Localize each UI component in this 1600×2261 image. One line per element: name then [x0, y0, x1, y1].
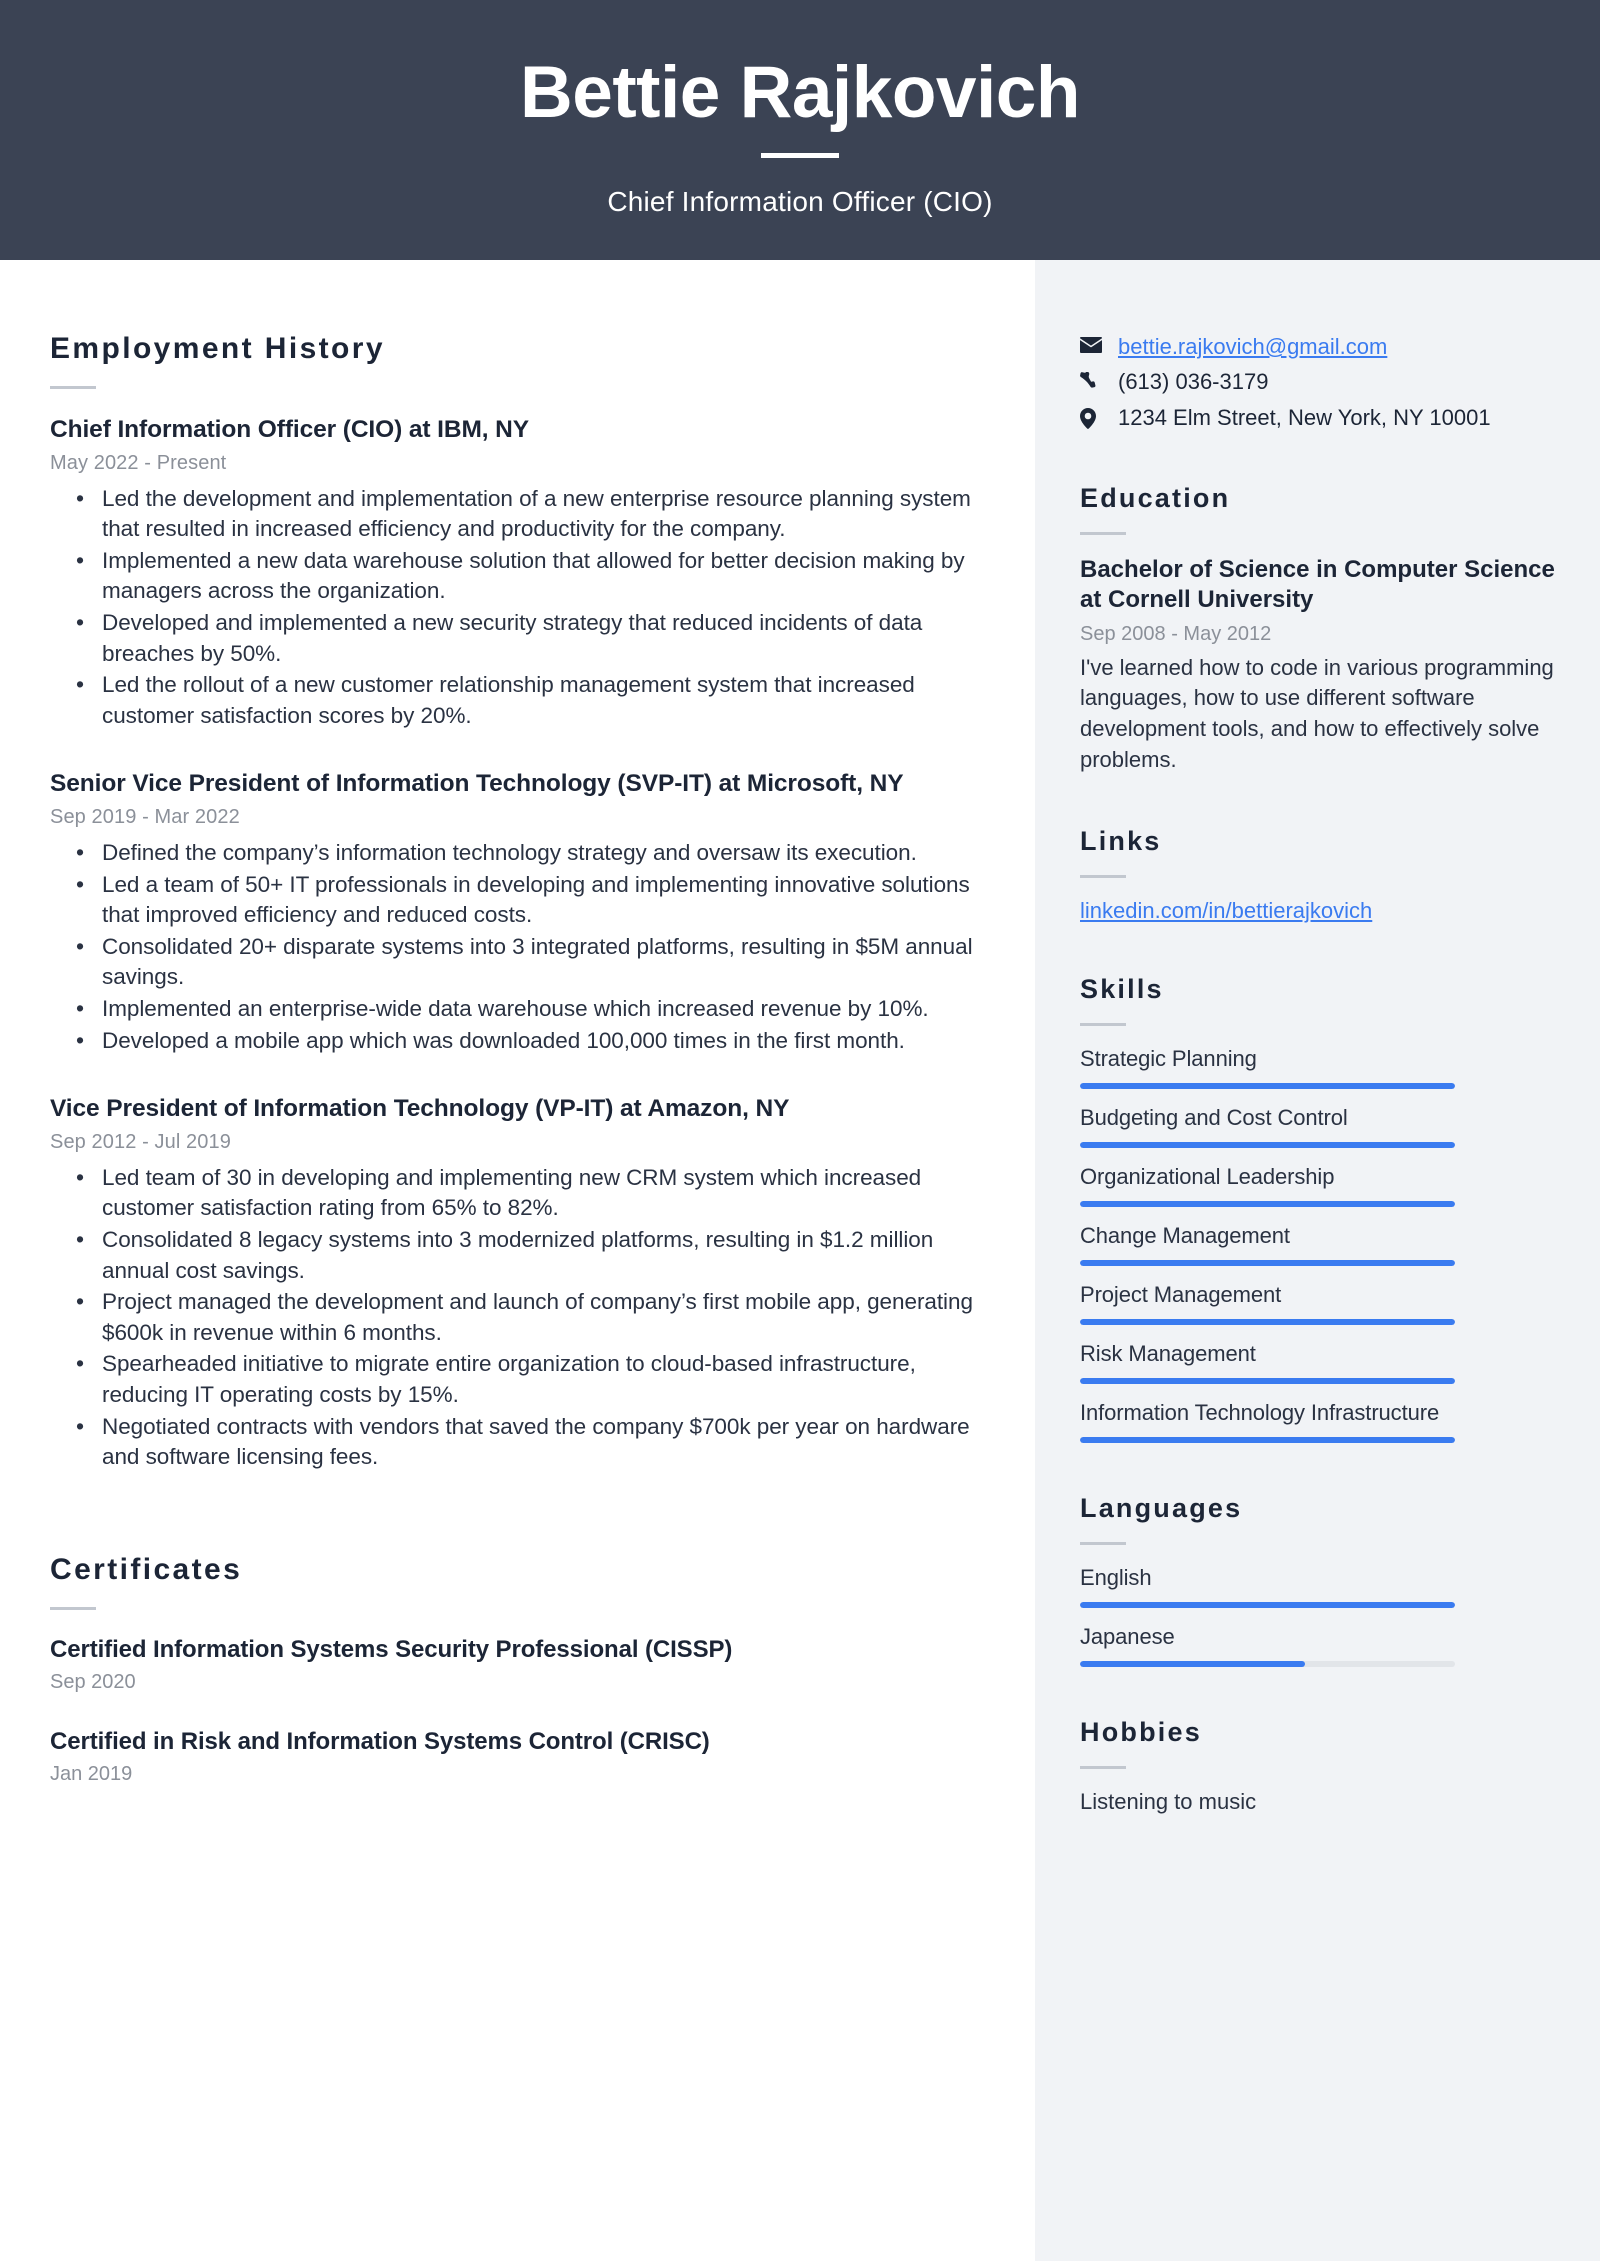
skill-label: Organizational Leadership [1080, 1163, 1335, 1189]
education-degree: Bachelor of Science in Computer Science at Cornell University [1080, 556, 1555, 614]
certificate-entry [50, 1728, 977, 1786]
section-heading-languages: Languages [1080, 1492, 1243, 1523]
job-bullet: • Consolidated 8 legacy systems into 3 modernized platforms, resulting in $1.2 million annual cost savings. [102, 1225, 977, 1286]
skill-bar-track [1080, 1201, 1455, 1207]
contact-email[interactable] [1118, 332, 1560, 362]
contact-email-row [1080, 332, 1560, 362]
job-bullet: • Implemented an enterprise-wide data warehouse which increased revenue by 10%. [102, 994, 977, 1025]
contact-address: 1234 Elm Street, New York, NY 10001 [1118, 404, 1491, 430]
phone-icon [1080, 367, 1110, 392]
section-divider [1080, 1766, 1126, 1769]
location-pin-icon [1080, 403, 1110, 429]
contact-address-row [1080, 403, 1560, 433]
skill-item [1080, 1223, 1560, 1266]
skill-label: Project Management [1080, 1281, 1282, 1307]
job-bullet: • Negotiated contracts with vendors that saved the company $700k per year on hardware and software licensing fees. [102, 1412, 977, 1473]
contact-block [1080, 332, 1560, 433]
skill-label: Budgeting and Cost Control [1080, 1104, 1348, 1130]
job-bullet: • Spearheaded initiative to migrate entire organization to cloud-based infrastructure, reducing IT operating costs by 15%. [102, 1349, 977, 1410]
employment-entry [50, 769, 977, 1056]
certificate-date: Sep 2020 [50, 1670, 136, 1693]
education-description: I've learned how to code in various programming languages, how to use different software development tools, and how to effectively solve problems. [1080, 654, 1554, 772]
spacer [50, 1489, 977, 1553]
skill-bar-fill [1080, 1378, 1455, 1384]
section-heading-employment: Employment History [50, 332, 385, 365]
sidebar-column [1035, 260, 1600, 2261]
skill-bar-fill [1080, 1083, 1455, 1089]
certificate-name: Certified in Risk and Information Systems Control (CRISC) [50, 1727, 710, 1755]
language-bar-track [1080, 1602, 1455, 1608]
skill-bar-track [1080, 1378, 1455, 1384]
skill-bar-fill [1080, 1319, 1455, 1325]
skill-item [1080, 1105, 1560, 1148]
job-title: Senior Vice President of Information Technology (SVP-IT) at Microsoft, NY [50, 770, 904, 798]
certificate-name: Certified Information Systems Security Professional (CISSP) [50, 1635, 733, 1663]
section-certificates [50, 1553, 977, 1786]
skill-label: Change Management [1080, 1222, 1290, 1248]
skill-label: Strategic Planning [1080, 1045, 1257, 1071]
skill-item [1080, 1282, 1560, 1325]
job-date-range: Sep 2012 - Jul 2019 [50, 1130, 231, 1153]
section-divider [50, 1607, 96, 1610]
job-bullet: • Led a team of 50+ IT professionals in developing and implementing innovative solutions that improved efficiency and reduced costs. [102, 870, 977, 931]
employment-entry [50, 415, 977, 731]
certificate-date: Jan 2019 [50, 1762, 133, 1785]
spacer [50, 1072, 977, 1094]
header-job-title: Chief Information Officer (CIO) [607, 186, 993, 217]
job-bullet: • Led team of 30 in developing and implementing new CRM system which increased customer satisfaction rating from 65% to 82%. [102, 1163, 977, 1224]
certificate-entry [50, 1636, 977, 1694]
section-heading-skills: Skills [1080, 973, 1164, 1004]
language-item [1080, 1565, 1560, 1608]
job-date-range: May 2022 - Present [50, 451, 227, 474]
resume-body [0, 260, 1600, 2261]
skill-item [1080, 1341, 1560, 1384]
section-divider [50, 386, 96, 389]
language-bar-fill [1080, 1661, 1305, 1667]
skill-bar-track [1080, 1437, 1455, 1443]
section-skills [1080, 974, 1560, 1443]
skill-item [1080, 1164, 1560, 1207]
skill-bar-track [1080, 1142, 1455, 1148]
job-bullet: • Led the development and implementation of a new enterprise resource planning system that resulted in increased efficiency and productivity for the company. [102, 484, 977, 545]
hobby-text: Listening to music [1080, 1788, 1257, 1814]
section-links [1080, 826, 1560, 924]
section-heading-hobbies: Hobbies [1080, 1716, 1202, 1747]
job-bullet: • Led the rollout of a new customer relationship management system that increased customer satisfaction scores by 20%. [102, 670, 977, 731]
job-bullet: • Defined the company’s information technology strategy and oversaw its execution. [102, 838, 977, 869]
job-bullet-list [50, 484, 977, 732]
linkedin-link[interactable]: linkedin.com/in/bettierajkovich [1080, 897, 1373, 923]
job-date-range: Sep 2019 - Mar 2022 [50, 806, 240, 828]
email-link[interactable]: bettie.rajkovich@gmail.com [1118, 334, 1388, 359]
skill-bar-fill [1080, 1260, 1455, 1266]
job-bullet: • Consolidated 20+ disparate systems into 3 integrated platforms, resulting in $5M annual savings. [102, 932, 977, 993]
section-employment-history [50, 332, 977, 1473]
section-hobbies [1080, 1717, 1560, 1815]
section-heading-links: Links [1080, 825, 1162, 856]
spacer [50, 747, 977, 769]
section-divider [1080, 1542, 1126, 1545]
job-title: Chief Information Officer (CIO) at IBM, NY [50, 416, 530, 443]
skill-bar-fill [1080, 1142, 1455, 1148]
skill-bar-track [1080, 1319, 1455, 1325]
contact-phone: (613) 036-3179 [1118, 369, 1269, 395]
section-languages [1080, 1493, 1560, 1667]
job-bullet: • Developed a mobile app which was downloaded 100,000 times in the first month. [102, 1026, 977, 1057]
skill-bar-fill [1080, 1201, 1455, 1207]
envelope-icon [1080, 332, 1110, 353]
language-bar-track [1080, 1661, 1455, 1667]
skill-label: Information Technology Infrastructure [1080, 1399, 1440, 1425]
contact-phone-row [1080, 367, 1560, 397]
job-bullet: • Implemented a new data warehouse solution that allowed for better decision making by managers across the organization. [102, 546, 977, 607]
language-item [1080, 1624, 1560, 1667]
skill-item [1080, 1046, 1560, 1089]
language-label: English [1080, 1564, 1152, 1590]
employment-entry [50, 1094, 977, 1473]
job-bullet: • Project managed the development and launch of company’s first mobile app, generating $600k in revenue within 6 months. [102, 1287, 977, 1348]
section-divider [1080, 532, 1126, 535]
skill-bar-fill [1080, 1437, 1455, 1443]
section-heading-education: Education [1080, 483, 1231, 514]
job-bullet-list [50, 1163, 977, 1473]
section-divider [1080, 1023, 1126, 1026]
skill-label: Risk Management [1080, 1340, 1256, 1366]
page-title: Bettie Rajkovich [520, 52, 1080, 133]
skill-item [1080, 1400, 1560, 1443]
job-title: Vice President of Information Technology (VP-IT) at Amazon, NY [50, 1095, 790, 1123]
resume-header [0, 0, 1600, 260]
header-divider [761, 153, 839, 158]
section-divider [1080, 875, 1126, 878]
section-education [1080, 483, 1560, 776]
job-bullet: • Developed and implemented a new security strategy that reduced incidents of data breaches by 50%. [102, 608, 977, 669]
language-bar-fill [1080, 1602, 1455, 1608]
job-bullet-list [50, 838, 977, 1056]
skill-bar-track [1080, 1083, 1455, 1089]
section-heading-certificates: Certificates [50, 1552, 243, 1586]
education-date-range: Sep 2008 - May 2012 [1080, 622, 1272, 645]
main-column [0, 260, 1035, 2261]
language-label: Japanese [1080, 1623, 1175, 1649]
skill-bar-track [1080, 1260, 1455, 1266]
